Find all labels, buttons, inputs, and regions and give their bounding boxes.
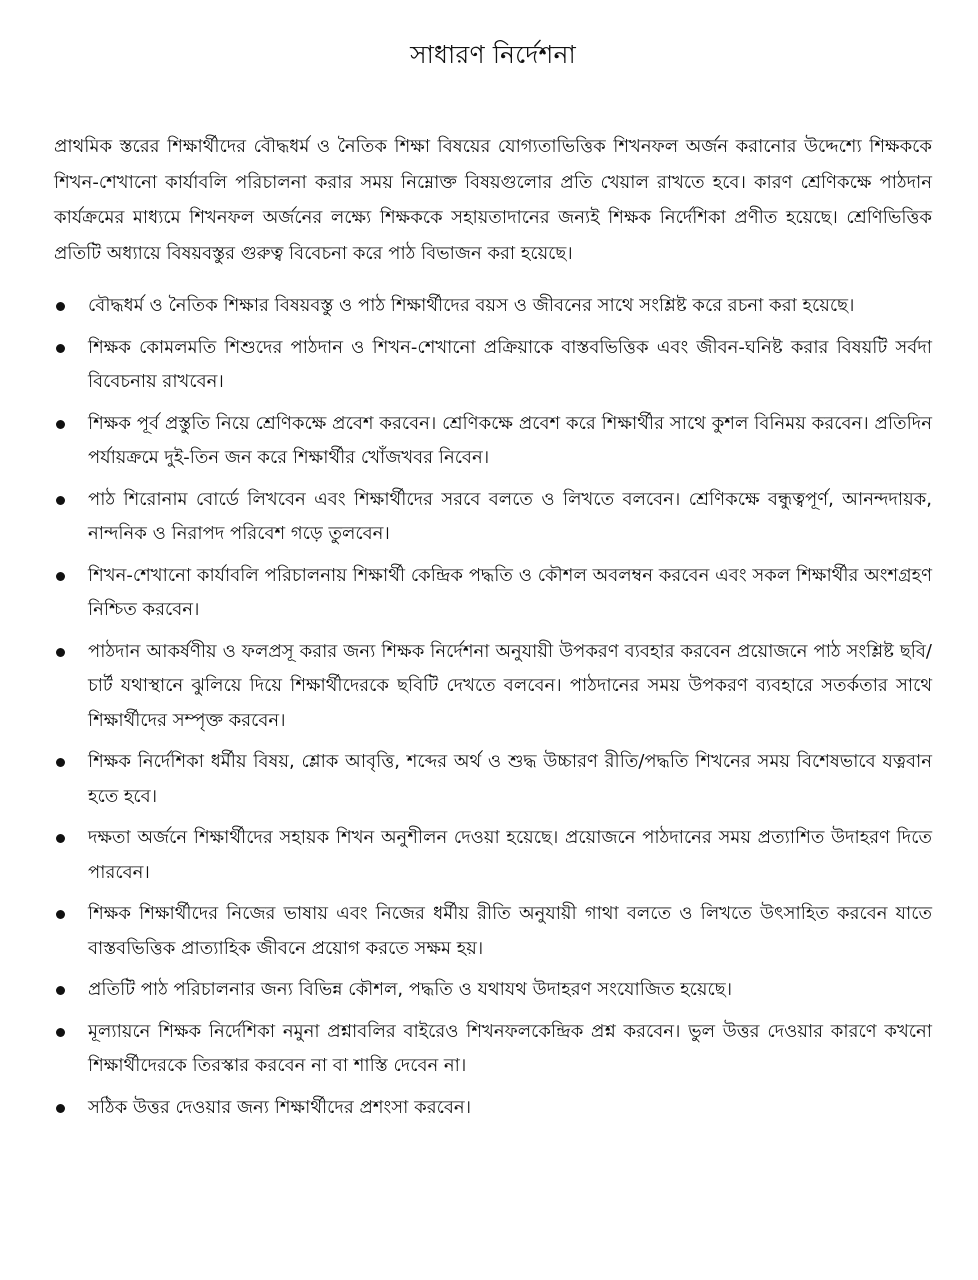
- bullet-icon: [56, 910, 65, 919]
- list-item-text: শিক্ষক কোমলমতি শিশুদের পাঠদান ও শিখন-শেখানো প্রক্রিয়াকে বাস্তবভিত্তিক এবং জীবন-ঘনিষ্ট করার বিষয়টি সর্বদা বিবেচনায় রাখবেন।: [88, 336, 932, 392]
- bullet-icon: [56, 496, 65, 505]
- list-item-text: পাঠ শিরোনাম বোর্ডে লিখবেন এবং শিক্ষার্থীদের সরবে বলতে ও লিখতে বলবেন। শ্রেণিকক্ষে বন্ধুত্বপূর্ণ, আনন্দদায়ক, নান্দনিক ও নিরাপদ পরিবেশ গড়ে তুলবেন।: [88, 488, 932, 544]
- list-item: [54, 821, 932, 890]
- list-item-text: শিক্ষক নির্দেশিকা ধর্মীয় বিষয়, শ্লোক আবৃত্তি, শব্দের অর্থ ও শুদ্ধ উচ্চারণ রীতি/পদ্ধতি শিখনের সময় বিশেষভাবে যত্নবান হতে হবে।: [88, 751, 932, 807]
- guideline-list: [54, 289, 932, 1125]
- list-item-text: মূল্যায়নে শিক্ষক নির্দেশিকা নমুনা প্রশ্নাবলির বাইরেও শিখনফলকেন্দ্রিক প্রশ্ন করবেন। ভুল উত্তর দেওয়ার কারণে কখনো শিক্ষার্থীদেরকে তিরস্কার করবেন না বা শাস্তি দেবেন না।: [88, 1020, 932, 1076]
- list-item-text: শিখন-শেখানো কার্যাবলি পরিচালনায় শিক্ষার্থী কেন্দ্রিক পদ্ধতি ও কৌশল অবলম্বন করবেন এবং সকল শিক্ষার্থীর অংশগ্রহণ নিশ্চিত করবেন।: [88, 564, 932, 620]
- intro-paragraph: প্রাথমিক স্তরের শিক্ষার্থীদের বৌদ্ধধর্ম ও নৈতিক শিক্ষা বিষয়ের যোগ্যতাভিত্তিক শিখনফল অর্জন করানোর উদ্দেশ্যে শিক্ষককে শিখন-শেখানো কার্যাবলি পরিচালনা করার সময় নিম্নোক্ত বিষয়গুলোর প্রতি খেয়াল রাখতে হবে। কারণ শ্রেণিকক্ষে পাঠদান কার্যক্রমের মাধ্যমে শিখনফল অর্জনের লক্ষ্যে শিক্ষককে সহায়তাদানের জন্যই শিক্ষক নির্দেশিকা প্রণীত হয়েছে। শ্রেণিভিত্তিক প্রতিটি অধ্যায়ে বিষয়বস্তুর গুরুত্ব বিবেচনা করে পাঠ বিভাজন করা হয়েছে।: [54, 136, 932, 264]
- list-item-text: সঠিক উত্তর দেওয়ার জন্য শিক্ষার্থীদের প্রশংসা করবেন।: [88, 1096, 472, 1118]
- list-item: [54, 1015, 932, 1084]
- bullet-icon: [56, 420, 65, 429]
- bullet-icon: [56, 834, 65, 843]
- list-item: [54, 897, 932, 966]
- bullet-icon: [56, 1104, 65, 1113]
- list-item-text: প্রতিটি পাঠ পরিচালনার জন্য বিভিন্ন কৌশল, পদ্ধতি ও যথাযথ উদাহরণ সংযোজিত হয়েছে।: [88, 979, 733, 1000]
- list-item-text: শিক্ষক শিক্ষার্থীদের নিজের ভাষায় এবং নিজের ধর্মীয় রীতি অনুযায়ী গাথা বলতে ও লিখতে উৎসাহিত করবেন যাতে বাস্তবভিত্তিক প্রাত্যাহিক জীবনে প্রয়োগ করতে সক্ষম হয়।: [88, 903, 932, 959]
- bullet-icon: [56, 986, 65, 995]
- list-item: [54, 289, 932, 324]
- list-item-text: শিক্ষক পূর্ব প্রস্তুতি নিয়ে শ্রেণিকক্ষে প্রবেশ করবেন। শ্রেণিকক্ষে প্রবেশ করে শিক্ষার্থীর সাথে কুশল বিনিময় করবেন। প্রতিদিন পর্যায়ক্রমে দুই-তিন জন করে শিক্ষার্থীর খোঁজখবর নিবেন।: [88, 412, 932, 468]
- list-item: [54, 559, 932, 628]
- bullet-icon: [56, 344, 65, 353]
- list-item: [54, 407, 932, 476]
- list-item: [54, 1091, 932, 1126]
- list-item-text: বৌদ্ধধর্ম ও নৈতিক শিক্ষার বিষয়বস্তু ও পাঠ শিক্ষার্থীদের বয়স ও জীবনের সাথে সংশ্লিষ্ট করে রচনা করা হয়েছে।: [88, 295, 855, 316]
- bullet-icon: [56, 758, 65, 767]
- list-item: [54, 635, 932, 739]
- bullet-icon: [56, 648, 65, 657]
- page-title: সাধারণ নির্দেশনা: [410, 40, 576, 69]
- list-item: [54, 745, 932, 814]
- list-item: [54, 483, 932, 552]
- bullet-icon: [56, 302, 65, 311]
- list-item: [54, 331, 932, 400]
- list-item-text: পাঠদান আকর্ষণীয় ও ফলপ্রসূ করার জন্য শিক্ষক নির্দেশনা অনুযায়ী উপকরণ ব্যবহার করবেন প্রয়োজনে পাঠ সংশ্লিষ্ট ছবি/চার্ট যথাস্থানে ঝুলিয়ে দিয়ে শিক্ষার্থীদেরকে ছবিটি দেখতে বলবেন। পাঠদানের সময় উপকরণ ব্যবহারে সতর্কতার সাথে শিক্ষার্থীদের সম্পৃক্ত করবেন।: [88, 640, 932, 731]
- list-item: [54, 973, 932, 1008]
- bullet-icon: [56, 1028, 65, 1037]
- bullet-icon: [56, 572, 65, 581]
- list-item-text: দক্ষতা অর্জনে শিক্ষার্থীদের সহায়ক শিখন অনুশীলন দেওয়া হয়েছে। প্রয়োজনে পাঠদানের সময় প্রত্যাশিত উদাহরণ দিতে পারবেন।: [88, 827, 932, 883]
